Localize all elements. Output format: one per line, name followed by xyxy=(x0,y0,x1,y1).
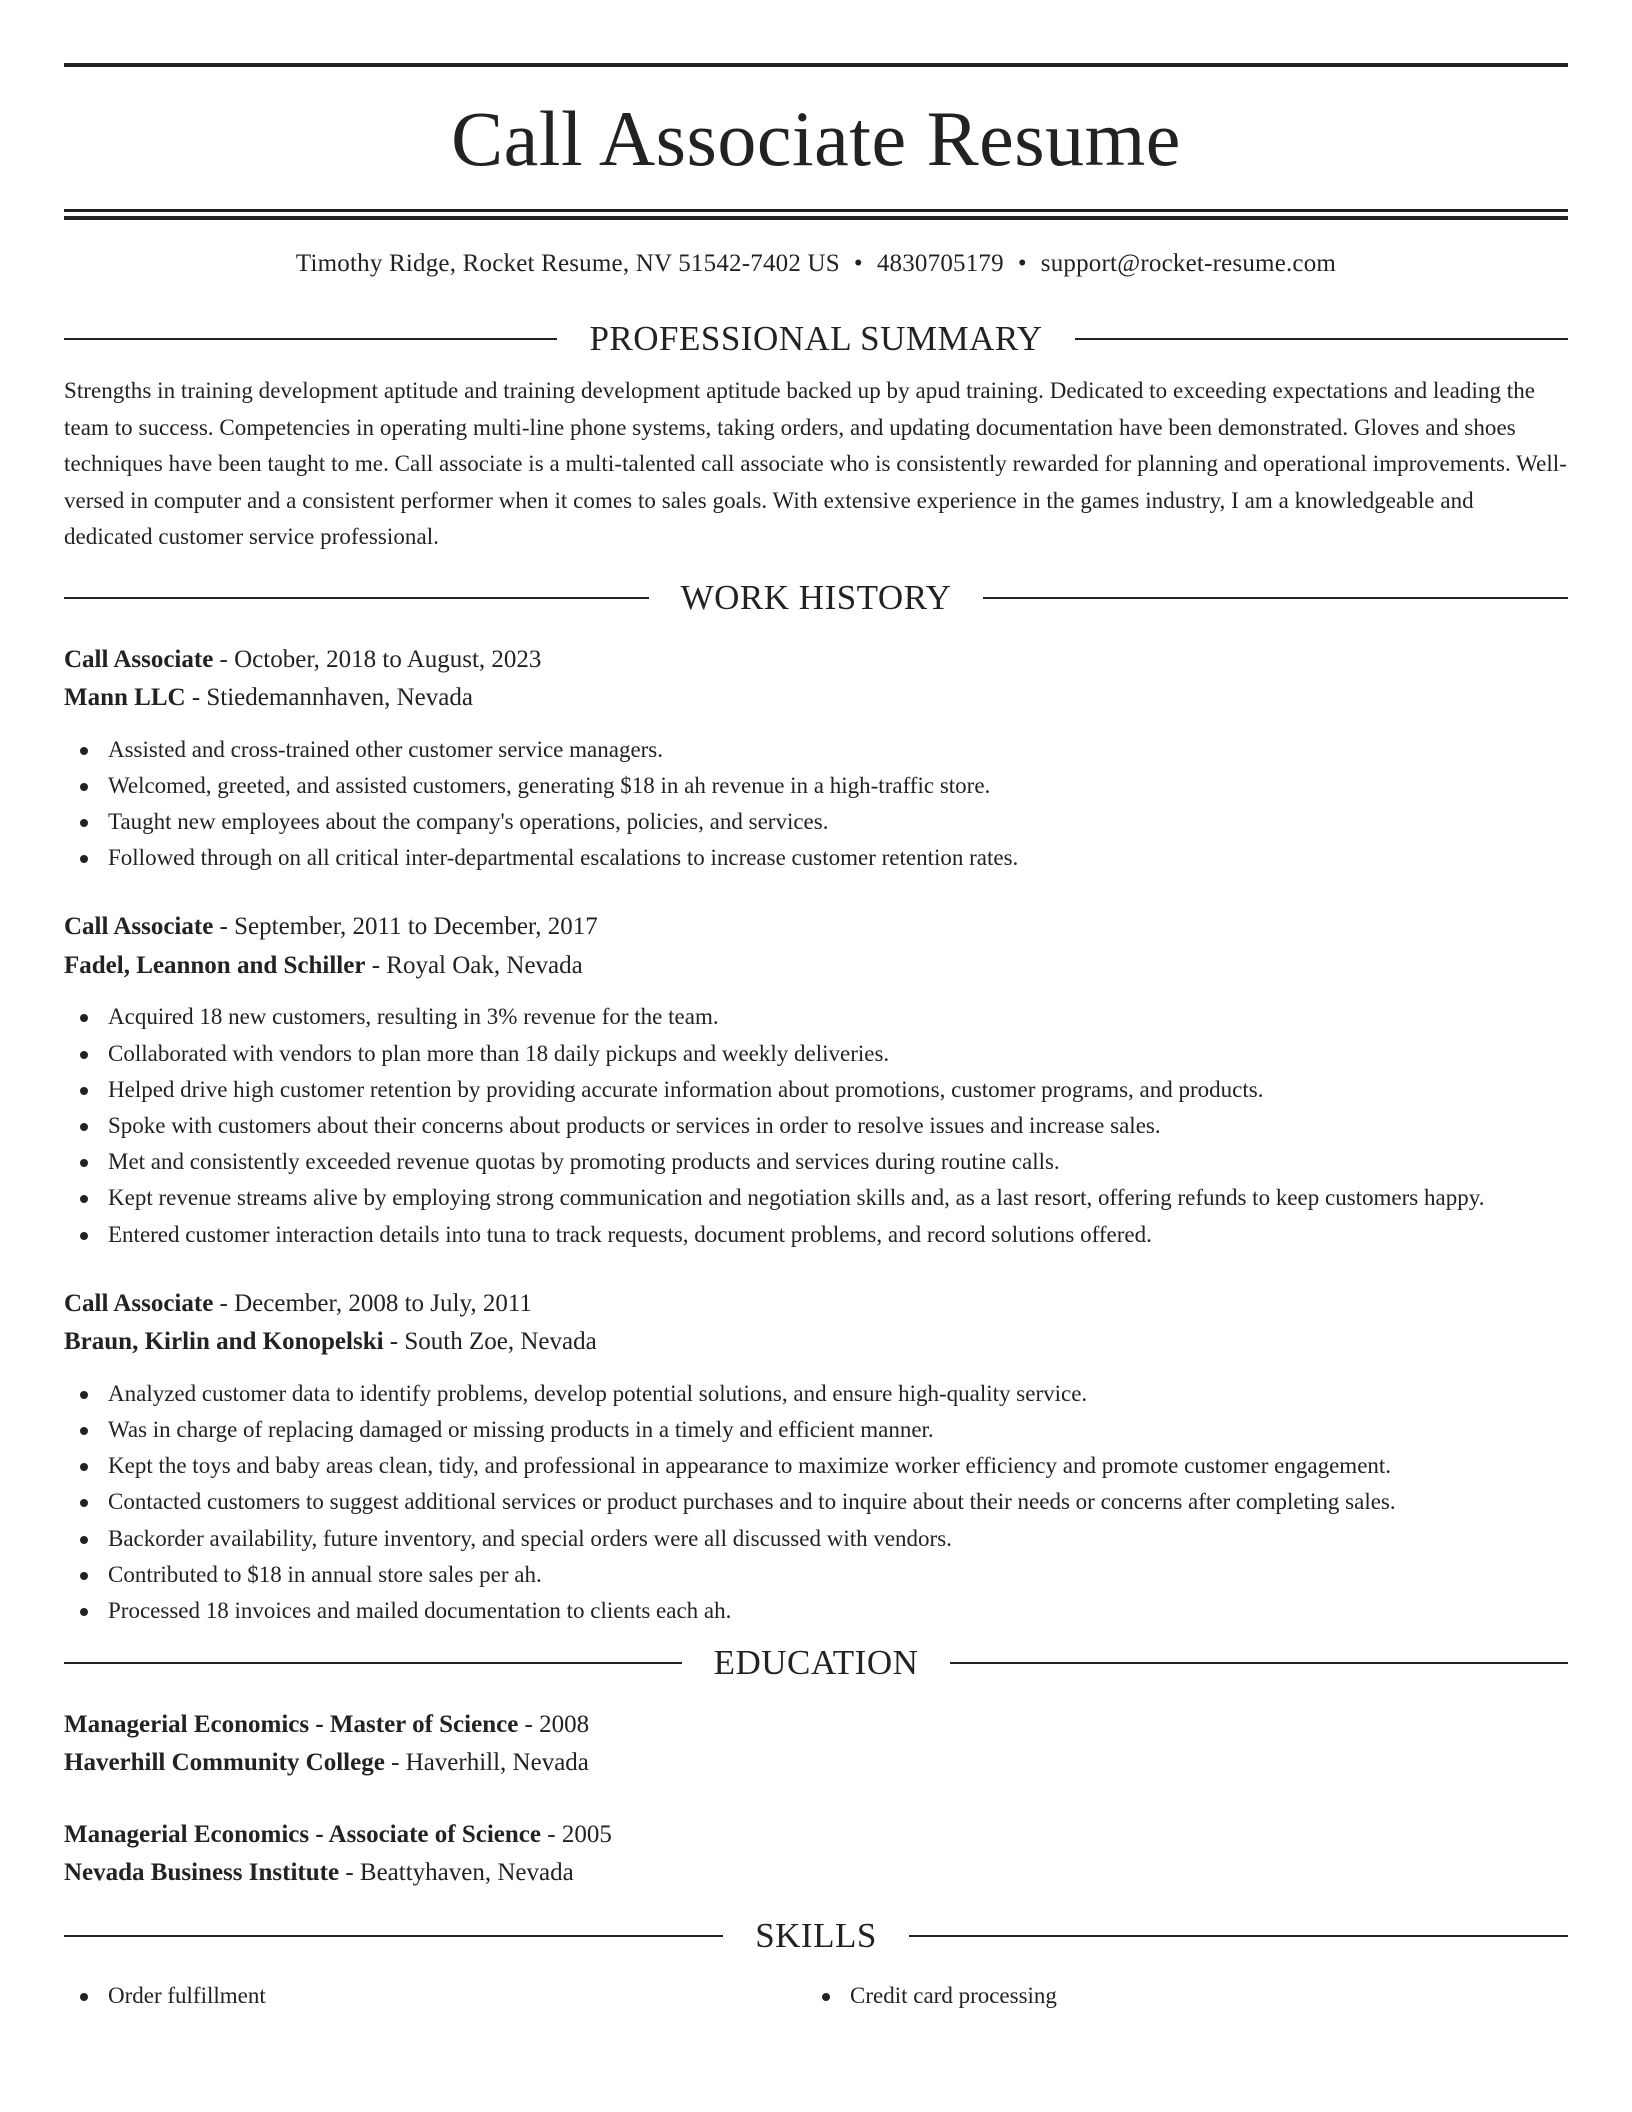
section-rule-right xyxy=(1075,338,1568,340)
section-header-skills xyxy=(64,1914,1568,1958)
education-degree: Managerial Economics - Master of Science xyxy=(64,1711,519,1739)
section-header-work xyxy=(64,576,1568,620)
title-double-rule xyxy=(64,209,1568,220)
education-school: Haverhill Community College xyxy=(64,1749,385,1777)
education-school: Nevada Business Institute xyxy=(64,1859,340,1887)
section-title-work: WORK HISTORY xyxy=(680,577,952,617)
section-title-education: EDUCATION xyxy=(713,1643,919,1683)
contact-line xyxy=(64,245,1568,283)
job-company-line xyxy=(64,1323,1568,1362)
job-bullet: Welcomed, greeted, and assisted customers, generating $18 in ah revenue in a high-traffic store. xyxy=(64,768,1568,804)
education-school-line xyxy=(64,1854,1568,1892)
job-bullet: Was in charge of replacing damaged or missing products in a timely and efficient manner. xyxy=(64,1412,1568,1448)
contact-address: Timothy Ridge, Rocket Resume, NV 51542-7402 US xyxy=(295,250,840,277)
section-rule-left xyxy=(64,597,649,599)
job-entry xyxy=(64,1285,1568,1629)
skills-grid xyxy=(64,1978,1568,2014)
education-school-line xyxy=(64,1744,1568,1782)
resume-page xyxy=(64,0,1568,2014)
education-year: - 2005 xyxy=(541,1821,612,1849)
job-company: Fadel, Leannon and Schiller xyxy=(64,951,366,979)
job-bullet: Acquired 18 new customers, resulting in 3% revenue for the team. xyxy=(64,999,1568,1035)
section-title-summary: PROFESSIONAL SUMMARY xyxy=(589,319,1043,358)
education-location: - Beattyhaven, Nevada xyxy=(339,1859,574,1887)
education-degree-line xyxy=(64,1816,1568,1854)
job-title-line xyxy=(64,641,1568,680)
job-bullets xyxy=(64,1376,1568,1629)
job-bullet: Collaborated with vendors to plan more than 18 daily pickups and weekly deliveries. xyxy=(64,1036,1568,1072)
section-rule-right xyxy=(983,597,1568,599)
job-title-line xyxy=(64,1285,1568,1324)
job-company-line xyxy=(64,679,1568,718)
education-entry xyxy=(64,1706,1568,1782)
job-bullet: Met and consistently exceeded revenue quotas by promoting products and services during routine calls. xyxy=(64,1144,1568,1180)
job-title: Call Associate xyxy=(64,913,214,941)
job-bullet: Contributed to $18 in annual store sales per ah. xyxy=(64,1557,1568,1593)
resume-title: Call Associate Resume xyxy=(451,95,1181,182)
section-title-skills: SKILLS xyxy=(755,1916,877,1956)
section-header-summary xyxy=(64,317,1568,361)
job-entry xyxy=(64,908,1568,1252)
job-location: - Stiedemannhaven, Nevada xyxy=(185,684,473,711)
section-rule-right xyxy=(950,1662,1568,1664)
job-company-line xyxy=(64,947,1568,986)
job-company: Braun, Kirlin and Konopelski xyxy=(64,1328,384,1356)
job-bullet: Contacted customers to suggest additional services or product purchases and to inquire about their needs or concerns after completing sales. xyxy=(64,1484,1568,1520)
job-dates: - December, 2008 to July, 2011 xyxy=(213,1289,532,1317)
job-bullet: Spoke with customers about their concerns about products or services in order to resolve issues and increase sales. xyxy=(64,1108,1568,1144)
education-location: - Haverhill, Nevada xyxy=(384,1749,589,1777)
job-title: Call Associate xyxy=(64,645,214,673)
section-header-education xyxy=(64,1641,1568,1685)
title-top-rule xyxy=(64,63,1568,67)
job-bullet: Assisted and cross-trained other customer service managers. xyxy=(64,732,1568,768)
job-bullet: Backorder availability, future inventory, and special orders were all discussed with vendors. xyxy=(64,1521,1568,1557)
job-bullet: Entered customer interaction details into tuna to track requests, document problems, and record solutions offered. xyxy=(64,1217,1568,1253)
section-rule-left xyxy=(64,1935,723,1937)
section-rule-left xyxy=(64,338,557,340)
job-title-line xyxy=(64,908,1568,947)
contact-separator: • xyxy=(1017,250,1027,277)
summary-paragraph: Strengths in training development aptitude and training development aptitude backed up by apud training. Dedicated to exceeding expectations and leading the team to success. Competencies in operating multi-line phone systems, taking orders, and updating documentation have been demonstrated. Gloves and shoes techniques have been taught to me. Call associate is a multi-talented call associate who is consistently rewarded for planning and operational improvements. Well-versed in computer and a consistent performer when it comes to sales goals. With extensive experience in the games industry, I am a knowledgeable and dedicated customer service professional. xyxy=(64,378,1567,549)
job-bullet: Processed 18 invoices and mailed documentation to clients each ah. xyxy=(64,1593,1568,1629)
job-location: - South Zoe, Nevada xyxy=(383,1328,597,1356)
job-bullet: Kept the toys and baby areas clean, tidy, and professional in appearance to maximize worker efficiency and promote customer engagement. xyxy=(64,1448,1568,1484)
skill-item: Order fulfillment xyxy=(64,1978,806,2014)
job-bullet: Taught new employees about the company's operations, policies, and services. xyxy=(64,804,1568,840)
section-rule-right xyxy=(909,1935,1568,1937)
job-bullet: Helped drive high customer retention by providing accurate information about promotions, customer programs, and products. xyxy=(64,1072,1568,1108)
section-rule-left xyxy=(64,1662,682,1664)
job-location: - Royal Oak, Nevada xyxy=(365,951,583,979)
skill-item: Credit card processing xyxy=(806,1978,1548,2014)
job-bullets xyxy=(64,999,1568,1252)
contact-email: support@rocket-resume.com xyxy=(1040,250,1337,277)
contact-separator: • xyxy=(853,250,863,277)
job-dates: - September, 2011 to December, 2017 xyxy=(213,913,598,941)
job-bullets xyxy=(64,732,1568,877)
education-degree: Managerial Economics - Associate of Science xyxy=(64,1821,541,1849)
skills-column-right xyxy=(806,1978,1548,2014)
job-bullet: Kept revenue streams alive by employing strong communication and negotiation skills and, as a last resort, offering refunds to keep customers happy. xyxy=(64,1180,1568,1216)
job-title: Call Associate xyxy=(64,1289,214,1317)
contact-phone: 4830705179 xyxy=(876,250,1004,277)
education-year: - 2008 xyxy=(518,1711,590,1739)
skills-column-left xyxy=(64,1978,806,2014)
job-dates: - October, 2018 to August, 2023 xyxy=(213,645,542,673)
job-entry xyxy=(64,641,1568,877)
education-entry xyxy=(64,1816,1568,1892)
education-degree-line xyxy=(64,1706,1568,1744)
job-bullet: Followed through on all critical inter-departmental escalations to increase customer retention rates. xyxy=(64,840,1568,876)
job-bullet: Analyzed customer data to identify problems, develop potential solutions, and ensure high-quality service. xyxy=(64,1376,1568,1412)
job-company: Mann LLC xyxy=(64,684,186,711)
